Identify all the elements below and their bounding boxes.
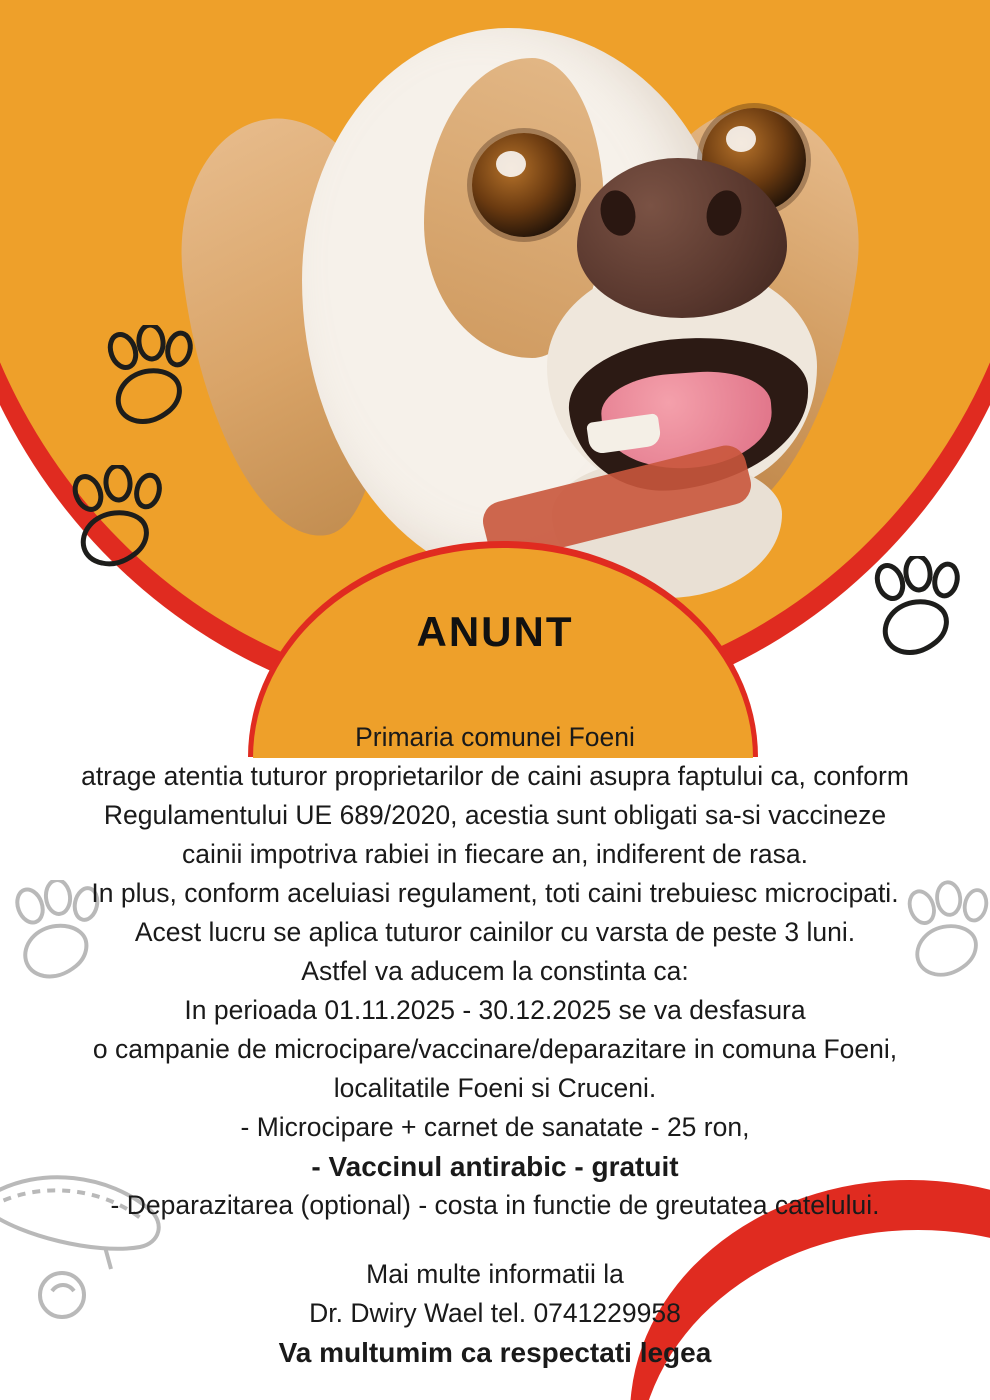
contact-thanks: Va multumim ca respectati legea	[278, 1337, 712, 1368]
price-microchip-line: - Microcipare + carnet de sanatate - 25 ron,	[240, 1112, 750, 1142]
dog-nostril-right	[702, 186, 747, 239]
body-line: Acest lucru se aplica tuturor cainilor cu varsta de peste 3 luni.	[134, 917, 856, 947]
contact-more-info: Mai multe informatii la	[366, 1259, 624, 1289]
page-title: ANUNT	[416, 608, 574, 655]
body-line: In plus, conform aceluiasi regulament, toti caini trebuiesc microcipati.	[91, 878, 899, 908]
paw-print-icon	[95, 325, 215, 435]
dog-eye-left	[472, 133, 576, 237]
announcement-body	[0, 718, 990, 1372]
body-line: localitatile Foeni si Cruceni.	[333, 1073, 657, 1103]
contact-block	[0, 1255, 990, 1372]
body-line: atrage atentia tuturor proprietarilor de caini asupra faptului ca, conform	[81, 761, 909, 791]
body-line: Primaria comunei Foeni	[355, 722, 635, 752]
body-line: Astfel va aducem la constinta ca:	[301, 956, 689, 986]
text-spacer	[0, 1225, 990, 1255]
deworming-line: - Deparazitarea (optional) - costa in functie de greutatea catelului.	[110, 1190, 880, 1220]
contact-doctor: Dr. Dwiry Wael tel. 0741229958	[309, 1298, 681, 1328]
body-line: In perioada 01.11.2025 - 30.12.2025 se va desfasura	[184, 995, 806, 1025]
paw-print-icon	[58, 465, 183, 580]
body-line: cainii impotriva rabiei in fiecare an, indiferent de rasa.	[181, 839, 808, 869]
offer-free-vaccine-line: - Vaccinul antirabic - gratuit	[311, 1151, 679, 1182]
body-line: o campanie de microcipare/vaccinare/deparazitare in comuna Foeni,	[92, 1034, 898, 1064]
body-line: Regulamentului UE 689/2020, acestia sunt obligati sa-si vaccineze	[103, 800, 887, 830]
dog-nostril-left	[596, 186, 641, 239]
